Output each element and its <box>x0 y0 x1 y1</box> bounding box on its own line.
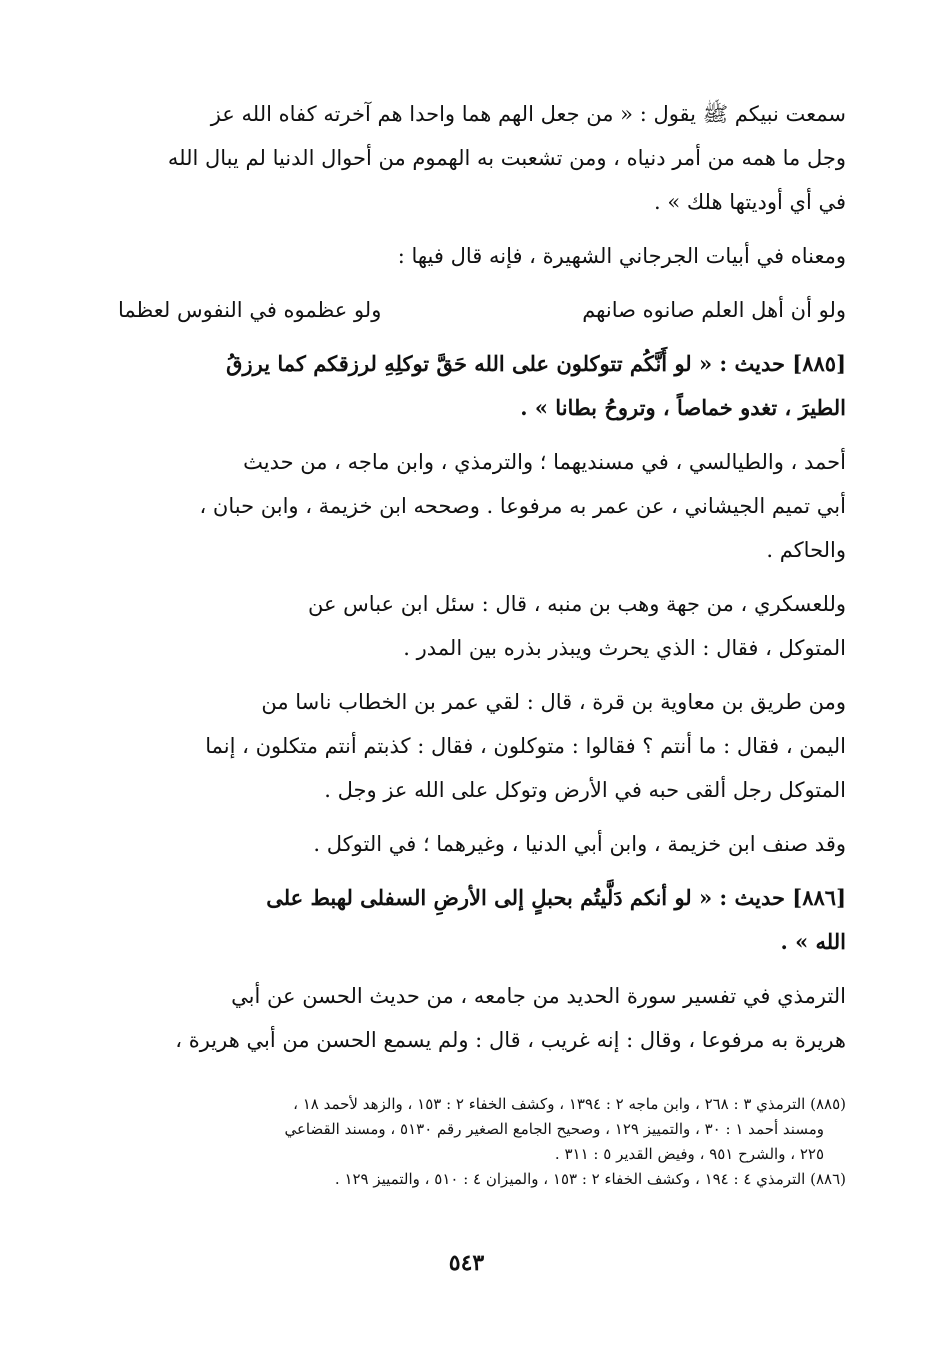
hadith-line: الله » . <box>780 929 846 954</box>
hadith-line: [٨٨٥] حديث : « لو أَنَّكُم تتوكلون على الله حَقَّ توكلِهِ لرزقكم كما يرزقُ <box>226 351 846 376</box>
text-line: سمعت نبيكم ﷺ يقول : « من جعل الهم هما واحدا هم آخرته كفاه الله عز <box>210 102 846 126</box>
verse-intro-paragraph <box>118 234 846 278</box>
text-line: المتوكل رجل ألقى حبه في الأرض وتوكل على الله عز وجل . <box>324 778 846 802</box>
commentary-885-sources <box>118 440 846 572</box>
commentary-885-umar <box>118 680 846 812</box>
text-line: وقد صنف ابن خزيمة ، وابن أبي الدنيا ، وغيرهما ؛ في التوكل . <box>313 832 846 856</box>
footnotes <box>118 1092 846 1192</box>
text-line: أبي تميم الجيشاني ، عن عمر به مرفوعا . وصححه ابن خزيمة ، وابن حبان ، <box>199 494 846 518</box>
page-number: ٥٤٣ <box>448 1250 485 1276</box>
text-line: والحاكم . <box>766 538 846 562</box>
hadith-886 <box>118 876 846 964</box>
text-line: ومعناه في أبيات الجرجاني الشهيرة ، فإنه قال فيها : <box>397 244 846 268</box>
hadith-intro-paragraph <box>118 92 846 224</box>
hadith-line: [٨٨٦] حديث : « لو أنكم دَلَّيتُم بحبلٍ إلى الأرضِ السفلى لهبط على <box>266 885 846 910</box>
text-line: اليمن ، فقال : ما أنتم ؟ فقالوا : متوكلون ، فقال : كذبتم أنتم متكلون ، إنما <box>205 734 846 758</box>
footnote-885-line: (٨٨٥) الترمذي ٣ : ٢٦٨ ، وابن ماجه ٢ : ١٣٩٤ ، وكشف الخفاء ٢ : ١٥٣ ، والزهد لأحمد ١٨ ، <box>293 1095 846 1113</box>
text-line: الترمذي في تفسير سورة الحديد من جامعه ، من حديث الحسن عن أبي <box>231 984 846 1008</box>
text-line: وللعسكري ، من جهة وهب بن منبه ، قال : سئل ابن عباس عن <box>307 592 846 616</box>
text-line: المتوكل ، فقال : الذي يحرث ويبذر بذره بين المدر . <box>403 636 846 660</box>
footnote-885-line: ومسند أحمد ١ : ٣٠ ، والتمييز ١٢٩ ، وصحيح الجامع الصغير رقم ٥١٣٠ ، ومسند القضاعي <box>284 1120 824 1138</box>
commentary-886 <box>118 974 846 1062</box>
hadith-line: الطيرَ ، تغدو خماصاً ، وتروحُ بطانا » . <box>520 395 846 420</box>
text-line: وجل ما همه من أمر دنياه ، ومن تشعبت به الهموم من أحوال الدنيا لم يبال الله <box>167 146 846 170</box>
main-text <box>118 92 846 1072</box>
verse-first-hemistich: ولو أن أهل العلم صانوه صانهم <box>582 298 846 322</box>
hadith-885 <box>118 342 846 430</box>
footnote-886-line: (٨٨٦) الترمذي ٤ : ١٩٤ ، وكشف الخفاء ٢ : ١٥٣ ، والميزان ٤ : ٥١٠ ، والتمييز ١٢٩ . <box>334 1170 846 1188</box>
text-line: في أي أوديتها هلك » . <box>653 190 846 214</box>
text-line: هريرة به مرفوعا ، وقال : إنه غريب ، قال : ولم يسمع الحسن من أبي هريرة ، <box>175 1028 846 1052</box>
text-line: ومن طريق بن معاوية بن قرة ، قال : لقي عمر بن الخطاب ناسا من <box>261 690 846 714</box>
commentary-885-works <box>118 822 846 866</box>
footnote-885-line: ٢٢٥ ، والشرح ٩٥١ ، وفيض القدير ٥ : ٣١١ . <box>554 1145 824 1163</box>
text-line: أحمد ، والطيالسي ، في مسنديهما ؛ والترمذي ، وابن ماجه ، من حديث <box>243 450 846 474</box>
verse-second-hemistich: ولو عظموه في النفوس لعظما <box>118 298 382 322</box>
commentary-885-askari <box>118 582 846 670</box>
poem-verse <box>118 288 846 332</box>
